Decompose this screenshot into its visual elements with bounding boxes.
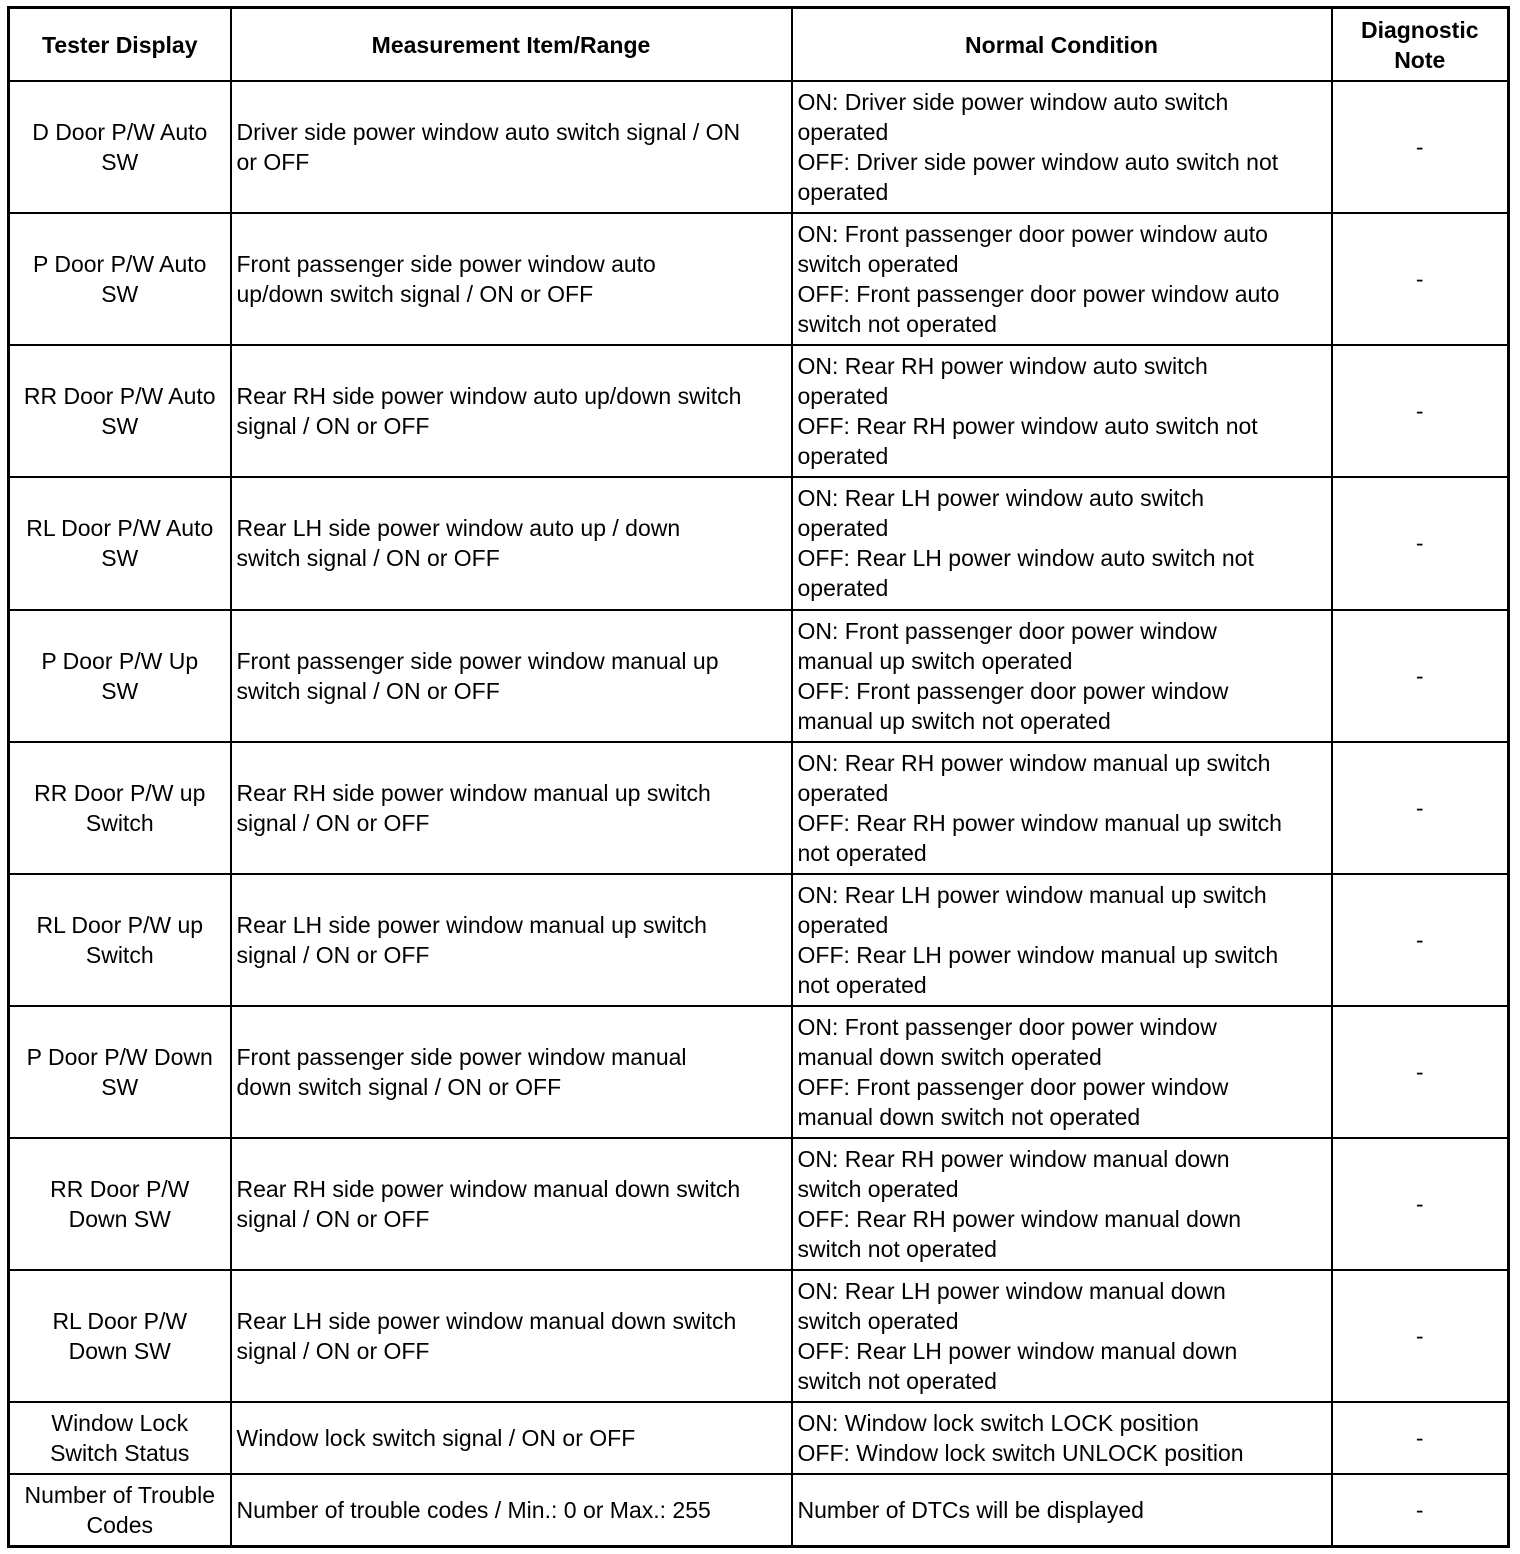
cell-text-line: not operated [797, 971, 927, 998]
cell-measurement [231, 1006, 792, 1138]
cell-text-line: Driver side power window auto switch signal / ON [236, 119, 741, 146]
cell-text-line: signal / ON or OFF [236, 1338, 430, 1365]
cell-text-line: signal / ON or OFF [236, 809, 430, 836]
table-row [9, 610, 1509, 742]
cell-tester-display [9, 1402, 231, 1474]
cell-diagnostic-note: - [1332, 742, 1509, 874]
cell-measurement [231, 610, 792, 742]
cell-text-line: operated [797, 119, 889, 146]
cell-text-line: operated [797, 383, 889, 410]
cell-text-line: Number of DTCs will be displayed [797, 1497, 1144, 1524]
cell-tester-display [9, 213, 231, 345]
cell-text-line: ON: Rear RH power window manual down [797, 1146, 1230, 1173]
table-row [9, 1474, 1509, 1546]
cell-normal-condition [792, 874, 1332, 1006]
cell-text-line: D Door P/W Auto [32, 119, 208, 146]
cell-text-line: Rear RH side power window manual down switch [236, 1176, 741, 1203]
cell-text-line: SW [101, 413, 139, 440]
document-page [7, 6, 1507, 1548]
cell-text-line: ON: Rear RH power window manual up switch [797, 749, 1271, 776]
cell-text-line: P Door P/W Up [41, 647, 199, 674]
cell-diagnostic-note: - [1332, 81, 1509, 213]
cell-text-line: manual down switch operated [797, 1043, 1102, 1070]
cell-normal-condition [792, 345, 1332, 477]
header-measurement: Measurement Item/Range [231, 8, 792, 82]
table-row [9, 345, 1509, 477]
header-note-line: Note [1394, 46, 1446, 73]
cell-tester-display [9, 1006, 231, 1138]
cell-measurement [231, 1270, 792, 1402]
header-tester-display: Tester Display [9, 8, 231, 82]
cell-text-line: P Door P/W Auto [33, 251, 207, 278]
cell-text-line: ON: Rear LH power window manual up switch [797, 881, 1267, 908]
cell-text-line: Codes [86, 1512, 153, 1539]
cell-measurement [231, 1138, 792, 1270]
cell-text-line: RR Door P/W [50, 1176, 190, 1203]
cell-text-line: signal / ON or OFF [236, 1206, 430, 1233]
cell-text-line: Down SW [68, 1206, 171, 1233]
cell-normal-condition [792, 213, 1332, 345]
cell-text-line: operated [797, 443, 889, 470]
cell-text-line: RL Door P/W up [36, 911, 204, 938]
cell-text-line: Switch [85, 941, 154, 968]
data-table [7, 6, 1510, 1548]
cell-diagnostic-note: - [1332, 345, 1509, 477]
cell-text-line: Window lock switch signal / ON or OFF [236, 1425, 636, 1452]
cell-text-line: ON: Window lock switch LOCK position [797, 1410, 1199, 1437]
cell-diagnostic-note: - [1332, 1474, 1509, 1546]
cell-text-line: or OFF [236, 149, 310, 176]
table-row [9, 1006, 1509, 1138]
table-row [9, 1138, 1509, 1270]
table-row [9, 213, 1509, 345]
cell-text-line: ON: Rear RH power window auto switch [797, 353, 1208, 380]
cell-text-line: Rear RH side power window manual up switch [236, 779, 711, 806]
cell-text-line: OFF: Rear LH power window manual up switch [797, 941, 1279, 968]
cell-tester-display [9, 81, 231, 213]
cell-text-line: ON: Front passenger door power window [797, 1013, 1217, 1040]
cell-text-line: OFF: Rear LH power window manual down [797, 1338, 1238, 1365]
cell-text-line: signal / ON or OFF [236, 413, 430, 440]
cell-text-line: Number of trouble codes / Min.: 0 or Max.: 255 [236, 1497, 711, 1524]
cell-text-line: manual up switch not operated [797, 707, 1111, 734]
cell-text-line: switch not operated [797, 1368, 997, 1395]
cell-text-line: down switch signal / ON or OFF [236, 1073, 562, 1100]
cell-text-line: OFF: Front passenger door power window [797, 677, 1229, 704]
cell-text-line: OFF: Front passenger door power window [797, 1073, 1229, 1100]
cell-text-line: Switch Status [50, 1440, 190, 1467]
cell-text-line: Switch [85, 809, 154, 836]
cell-normal-condition [792, 1138, 1332, 1270]
cell-text-line: operated [797, 779, 889, 806]
cell-diagnostic-note: - [1332, 1006, 1509, 1138]
cell-text-line: Number of Trouble [24, 1482, 215, 1509]
table-row [9, 477, 1509, 609]
cell-text-line: switch not operated [797, 1236, 997, 1263]
cell-text-line: SW [101, 545, 139, 572]
cell-text-line: ON: Rear LH power window manual down [797, 1278, 1226, 1305]
cell-text-line: ON: Front passenger door power window auto [797, 221, 1268, 248]
table-row [9, 1402, 1509, 1474]
cell-tester-display [9, 1138, 231, 1270]
cell-diagnostic-note: - [1332, 610, 1509, 742]
cell-text-line: Front passenger side power window manual up [236, 647, 719, 674]
cell-text-line: OFF: Rear RH power window manual up switch [797, 809, 1282, 836]
cell-text-line: OFF: Window lock switch UNLOCK position [797, 1440, 1244, 1467]
cell-normal-condition [792, 477, 1332, 609]
cell-normal-condition [792, 81, 1332, 213]
cell-text-line: manual down switch not operated [797, 1103, 1141, 1130]
table-row [9, 81, 1509, 213]
cell-tester-display [9, 1474, 231, 1546]
cell-normal-condition [792, 1270, 1332, 1402]
cell-text-line: OFF: Rear RH power window manual down [797, 1206, 1242, 1233]
cell-diagnostic-note: - [1332, 477, 1509, 609]
header-diagnostic-note [1332, 8, 1509, 82]
cell-text-line: RL Door P/W [52, 1308, 188, 1335]
cell-text-line: operated [797, 575, 889, 602]
cell-text-line: Front passenger side power window manual [236, 1043, 687, 1070]
cell-text-line: Rear RH side power window auto up/down switch [236, 383, 742, 410]
header-normal-condition: Normal Condition [792, 8, 1332, 82]
cell-text-line: OFF: Rear RH power window auto switch not [797, 413, 1258, 440]
cell-text-line: not operated [797, 839, 927, 866]
cell-text-line: RL Door P/W Auto [26, 515, 214, 542]
cell-text-line: operated [797, 515, 889, 542]
cell-text-line: Window Lock [51, 1410, 189, 1437]
cell-text-line: ON: Rear LH power window auto switch [797, 485, 1204, 512]
cell-normal-condition [792, 1402, 1332, 1474]
cell-text-line: OFF: Rear LH power window auto switch not [797, 545, 1254, 572]
cell-text-line: signal / ON or OFF [236, 941, 430, 968]
cell-text-line: Rear LH side power window manual down switch [236, 1308, 737, 1335]
cell-text-line: ON: Front passenger door power window [797, 617, 1217, 644]
cell-tester-display [9, 1270, 231, 1402]
header-note-line: Diagnostic [1360, 16, 1479, 43]
cell-text-line: switch operated [797, 1176, 959, 1203]
cell-text-line: Rear LH side power window auto up / down [236, 515, 681, 542]
table-row [9, 874, 1509, 1006]
cell-normal-condition [792, 610, 1332, 742]
cell-tester-display [9, 742, 231, 874]
cell-diagnostic-note: - [1332, 874, 1509, 1006]
cell-measurement [231, 874, 792, 1006]
cell-measurement [231, 1402, 792, 1474]
cell-tester-display [9, 345, 231, 477]
cell-measurement [231, 345, 792, 477]
cell-measurement [231, 213, 792, 345]
cell-text-line: operated [797, 911, 889, 938]
table-header-row [9, 8, 1509, 82]
cell-measurement [231, 1474, 792, 1546]
cell-measurement [231, 477, 792, 609]
cell-diagnostic-note: - [1332, 1138, 1509, 1270]
cell-text-line: SW [101, 1073, 139, 1100]
cell-text-line: switch operated [797, 1308, 959, 1335]
cell-text-line: OFF: Front passenger door power window auto [797, 281, 1280, 308]
cell-text-line: switch signal / ON or OFF [236, 545, 500, 572]
cell-measurement [231, 81, 792, 213]
cell-text-line: operated [797, 179, 889, 206]
cell-text-line: up/down switch signal / ON or OFF [236, 281, 594, 308]
cell-text-line: Front passenger side power window auto [236, 251, 656, 278]
cell-text-line: RR Door P/W Auto [23, 383, 216, 410]
cell-text-line: switch operated [797, 251, 959, 278]
cell-text-line: manual up switch operated [797, 647, 1073, 674]
table-body [9, 81, 1509, 1547]
cell-text-line: SW [101, 281, 139, 308]
table-row [9, 1270, 1509, 1402]
cell-text-line: switch not operated [797, 311, 997, 338]
cell-normal-condition [792, 742, 1332, 874]
cell-text-line: Rear LH side power window manual up switch [236, 911, 707, 938]
cell-normal-condition [792, 1006, 1332, 1138]
cell-measurement [231, 742, 792, 874]
cell-diagnostic-note: - [1332, 1270, 1509, 1402]
cell-tester-display [9, 477, 231, 609]
cell-normal-condition [792, 1474, 1332, 1546]
cell-tester-display [9, 610, 231, 742]
cell-diagnostic-note: - [1332, 213, 1509, 345]
cell-diagnostic-note: - [1332, 1402, 1509, 1474]
cell-text-line: Down SW [68, 1338, 171, 1365]
cell-text-line: SW [101, 149, 139, 176]
cell-text-line: P Door P/W Down [26, 1043, 213, 1070]
cell-text-line: switch signal / ON or OFF [236, 677, 500, 704]
cell-text-line: SW [101, 677, 139, 704]
cell-text-line: OFF: Driver side power window auto switch not [797, 149, 1279, 176]
table-row [9, 742, 1509, 874]
cell-text-line: RR Door P/W up [34, 779, 206, 806]
cell-text-line: ON: Driver side power window auto switch [797, 89, 1229, 116]
cell-tester-display [9, 874, 231, 1006]
